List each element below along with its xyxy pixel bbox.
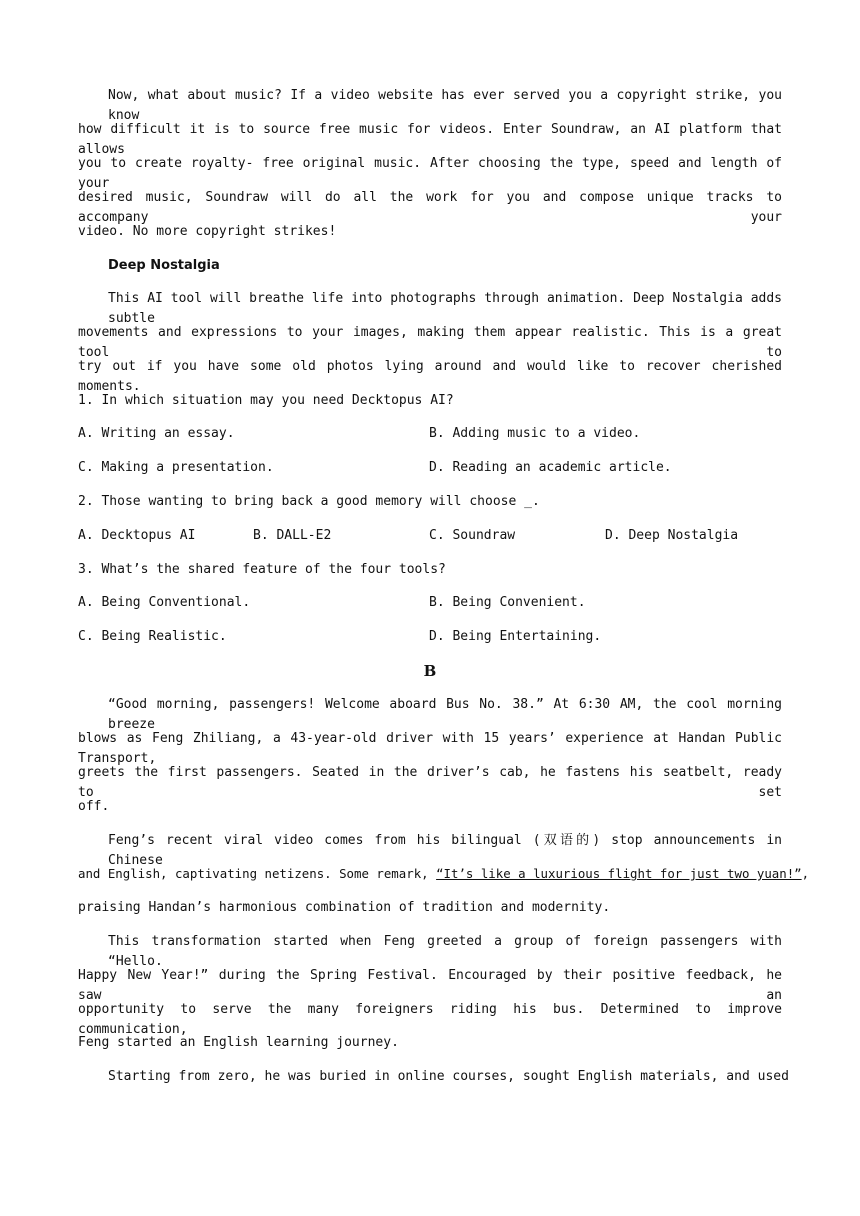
text-run: , — [801, 866, 810, 881]
answer-option: D. Reading an academic article. — [429, 460, 672, 475]
question-stem: 3. What’s the shared feature of the four tools? — [78, 562, 446, 577]
paragraph-line: Starting from zero, he was buried in online courses, sought English materials, and used — [108, 1069, 789, 1084]
paragraph-line: greets the first passengers. Seated in the driver’s cab, he fastens his seatbelt, ready to set — [78, 765, 782, 800]
answer-option: D. Being Entertaining. — [429, 629, 602, 644]
answer-option: C. Being Realistic. — [78, 629, 227, 644]
answer-option: D. Deep Nostalgia — [605, 528, 739, 543]
paragraph-line: “Good morning, passengers! Welcome aboard Bus No. 38.” At 6:30 AM, the cool morning breeze — [108, 697, 782, 732]
answer-option: B. Adding music to a video. — [429, 426, 641, 441]
section-heading: Deep Nostalgia — [108, 258, 220, 273]
text-run: and English, captivating netizens. Some remark, — [78, 866, 429, 881]
paragraph-line — [78, 864, 810, 884]
answer-option: C. Making a presentation. — [78, 460, 274, 475]
paragraph-line: how difficult it is to source free music for videos. Enter Soundraw, an AI platform that allows — [78, 122, 782, 157]
paragraph-line: blows as Feng Zhiliang, a 43-year-old driver with 15 years’ experience at Handan Public Transport, — [78, 731, 782, 766]
paragraph-line: Feng’s recent viral video comes from his bilingual (双语的) stop announcements in Chinese — [108, 833, 782, 868]
question-stem: 1. In which situation may you need Decktopus AI? — [78, 393, 454, 408]
paragraph-line: movements and expressions to your images, making them appear realistic. This is a great tool to — [78, 325, 782, 360]
underlined-quote: “It’s like a luxurious flight for just two yuan!” — [436, 866, 802, 881]
answer-option: A. Being Conventional. — [78, 595, 251, 610]
answer-option: C. Soundraw — [429, 528, 516, 543]
paragraph-line: This transformation started when Feng greeted a group of foreign passengers with “Hello. — [108, 934, 782, 969]
paragraph-line: desired music, Soundraw will do all the work for you and compose unique tracks to accompany your — [78, 190, 782, 225]
paragraph-line: Feng started an English learning journey. — [78, 1035, 399, 1050]
answer-option: B. Being Convenient. — [429, 595, 586, 610]
paragraph-line: This AI tool will breathe life into photographs through animation. Deep Nostalgia adds subtle — [108, 291, 782, 326]
section-label: B — [423, 662, 437, 680]
paragraph-line: praising Handan’s harmonious combination of tradition and modernity. — [78, 900, 611, 915]
paragraph-line: try out if you have some old photos lying around and would like to recover cherished moments. — [78, 359, 782, 394]
paragraph-line: you to create royalty- free original music. After choosing the type, speed and length of your — [78, 156, 782, 191]
answer-option: A. Decktopus AI — [78, 528, 196, 543]
answer-option: A. Writing an essay. — [78, 426, 235, 441]
paragraph-line: video. No more copyright strikes! — [78, 224, 337, 239]
paragraph-line: off. — [78, 799, 110, 814]
paragraph-line: opportunity to serve the many foreigners riding his bus. Determined to improve communication, — [78, 1002, 782, 1037]
paragraph-line: Happy New Year!” during the Spring Festival. Encouraged by their positive feedback, he saw an — [78, 968, 782, 1003]
question-stem: 2. Those wanting to bring back a good memory will choose _. — [78, 494, 540, 509]
paragraph-line: Now, what about music? If a video website has ever served you a copyright strike, you know — [108, 88, 782, 123]
answer-option: B. DALL-E2 — [253, 528, 332, 543]
